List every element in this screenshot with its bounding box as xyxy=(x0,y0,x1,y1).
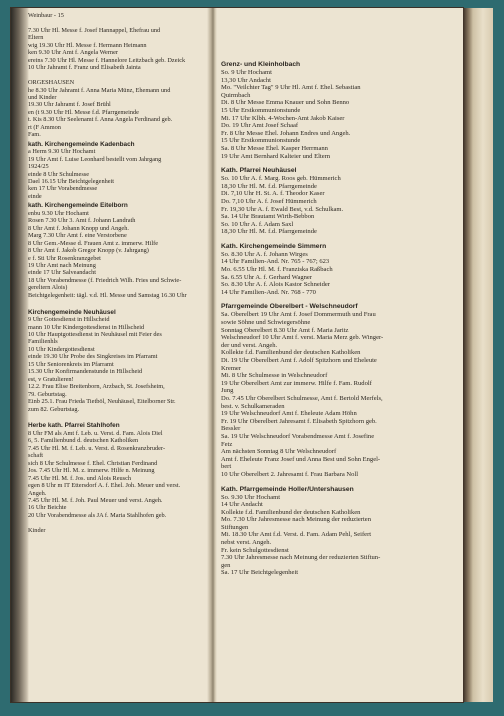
text-line: Fr. 8 Uhr Messe Ehel. Johann Endres und Angeh. xyxy=(221,129,351,137)
text-line: Do. 19 Uhr Amt Josef Schaaf xyxy=(221,122,299,130)
text-line: 7.30 Uhr Hl. Messe f. Josef Hannappel, Ehefrau und xyxy=(28,26,161,34)
text-line: Eltern xyxy=(28,34,44,42)
text-line: Kremer xyxy=(221,364,241,372)
text-line: Do. 7,10 Uhr A. f. Josef Hümmerich xyxy=(221,197,317,205)
text-line: wig 19.30 Uhr Hl. Messe f. Hermann Heimann xyxy=(28,41,147,49)
text-line: 15 Uhr Seniorenkreis im Pfarramt xyxy=(28,360,114,368)
section-heading: Grenz- und Kleinholbach xyxy=(221,61,301,68)
text-line: 7.45 Uhr Hl. M. f. Joh. Paul Meuer und verst. Angeh. xyxy=(28,497,163,504)
text-line: einde 8 Uhr Schulmesse xyxy=(28,170,90,178)
parish-section xyxy=(221,242,439,297)
text-line: 10 Uhr Kindergottesdienst xyxy=(28,345,95,353)
text-line: Fr. 19,30 Uhr A. f. Ewald Best, v.d. Schulkam. xyxy=(221,205,344,213)
text-line: ereins 7.30 Uhr Hl. Messe f. Hannelore Leitzbach geb. Dzeick xyxy=(28,56,186,64)
text-line: Di. 8 Uhr Messe Emma Knauer und Sohn Benno xyxy=(221,99,350,107)
text-line: So. 9.30 Uhr Hochamt xyxy=(221,493,281,501)
text-line: Welschneudorf 10 Uhr Amt f. verst. Maria Merz geb. Winger- xyxy=(221,334,384,342)
text-line: e f. Sti Uhr Rosenkranzgebet xyxy=(28,254,101,262)
text-line: Quirmbach xyxy=(221,91,251,99)
text-line: Mo. 7.30 Uhr Jahresmesse nach Meinung der reduzierten xyxy=(221,516,371,524)
section-heading: Kirchengemeinde Neuhäusel xyxy=(28,308,116,316)
text-line: ken 17 Uhr Vorabendmesse xyxy=(28,185,98,193)
text-line: 19.30 Uhr Jahramt f. Josef Brühl xyxy=(28,101,111,109)
parish-section xyxy=(221,60,439,160)
text-line: Fr. kein Schulgottesdienst xyxy=(221,546,289,554)
section-heading: Herbe kath. Pfarrei Stahlhofen xyxy=(28,422,120,430)
parish-section xyxy=(221,166,439,236)
text-line: Marg 7.30 Uhr Amt f. eine Verstorbene xyxy=(28,232,127,240)
text-line: 8 Uhr Amt f. Jakob Gregor Knopp (v. Jahrgang) xyxy=(28,247,149,255)
text-line: Familienhls xyxy=(28,338,58,346)
text-line: 7.45 Uhr Hl. M. f. Jos. und Alois Reusch xyxy=(28,474,132,482)
text-line: 19 Uhr Welschneudorf Amt f. Eheleute Adam Höhn xyxy=(221,410,357,418)
text-line: he 8.30 Uhr Jahramt f. Anna Maria Münz, Ehemann und xyxy=(28,86,171,94)
text-line: 19 Uhr Amt nach Meinung xyxy=(28,261,96,269)
text-line: Kollekte f.d. Familienbund der deutschen Katholiken xyxy=(221,508,361,516)
text-line: 15 Uhr Erstkommunionstunde xyxy=(221,106,301,114)
text-line: 9 Uhr Gottesdienst in Hillscheid xyxy=(28,316,110,324)
text-line: einde 19.30 Uhr Probe des Singkreises im Pfarramt xyxy=(28,353,158,361)
section-heading: Kath. Pfarrgemeinde Holler/Untershausen xyxy=(221,485,354,493)
text-line: Sa. 17 Uhr Beichtgelegenheit xyxy=(221,569,299,577)
text-line: Rosen 7.30 Uhr 3. Amt f. Johann Landrath xyxy=(28,217,136,225)
text-line: Mo. 6.55 Uhr Hl. M. f. Franziska Raßbach xyxy=(221,266,333,274)
text-line: 10 Uhr Hauptgottesdienst in Neuhäusel mit Feier des xyxy=(28,331,162,339)
book-gutter xyxy=(11,8,29,702)
text-line: 13,30 Uhr Andacht xyxy=(221,76,272,84)
text-line: Fr. 19 Uhr Oberelbert Jahresamt f. Elisabeth Spitzhorn geb. xyxy=(221,417,377,425)
text-line: Dael 16.15 Uhr Beichtgelegenheit xyxy=(28,177,115,185)
text-line: 14 Uhr Andacht xyxy=(221,501,263,509)
text-line: schaft xyxy=(28,452,44,460)
text-line: Beichtgelegenheit: tägl. v.d. Hl. Messe und Samstag 16.30 Uhr xyxy=(28,291,187,299)
text-line: Mi. 18.30 Uhr Amt f.d. Verst. d. Fam. Adam Pehl, Seifert xyxy=(221,531,372,539)
text-line: 14 Uhr Familien-And. Nr. 768 - 770 xyxy=(221,288,316,296)
parish-section xyxy=(221,302,439,478)
text-line: Mi. 17 Uhr Klbh. 4-Wochen-Amt Jakob Kaiser xyxy=(221,114,345,122)
text-line: 19 Uhr Amt f. Luise Leonhard bestellt vom Jahrgang xyxy=(28,155,162,163)
text-line: 10 Uhr Jahramt f. Franz und Elisabeth Jainta xyxy=(28,64,141,72)
left-column xyxy=(28,12,208,534)
text-line: egen 8 Uhr m IT Ettersdorf A. f. Ehel. Joh. Meuer und verst. xyxy=(28,482,181,490)
text-line: 19 Uhr Oberelbert Amt zur immerw. Hilfe f. Fam. Rudolf xyxy=(221,379,372,387)
text-line xyxy=(28,299,208,306)
text-line: Jung xyxy=(221,387,234,395)
right-column xyxy=(221,60,439,583)
text-line: So. 10 Uhr A. f. Adam Saxl xyxy=(221,220,294,228)
text-line: Fam. xyxy=(28,131,41,139)
section-heading: Kath. Kirchengemeinde Simmern xyxy=(221,242,327,250)
text-line: 15 Uhr Erstkommunionstunde xyxy=(221,137,301,145)
text-line: Do. 7.45 Uhr Oberelbert Schulmesse, Amt f. Bertold Merfels, xyxy=(221,394,383,402)
section-heading: Kath. Pfarrei Neuhäusel xyxy=(221,167,297,175)
text-line: 1924/25 xyxy=(28,163,49,171)
text-line: Angeh. xyxy=(28,489,47,497)
text-line: Mi. 8 Uhr Schulmesse in Welschneudorf xyxy=(221,372,328,380)
text-line xyxy=(28,19,208,26)
text-line: sowie Söhne und Schwiegersöhne xyxy=(221,319,311,327)
section-heading: kath. Kirchengemeinde Eitelborn xyxy=(28,202,128,210)
text-line: Jos. 7.45 Uhr Hl. M. z. immerw. Hilfe n. Meinung xyxy=(28,467,155,475)
text-line: zum 82. Geburtstag. xyxy=(28,405,80,413)
text-line: Mo. "Veilchter Tag" 9 Uhr Hl. Amt f. Ehel. Sebastian xyxy=(221,84,361,92)
text-line: Fetz xyxy=(221,440,233,448)
text-line: Kinder xyxy=(28,526,46,534)
text-line: der und verst. Angeh. xyxy=(221,341,278,349)
text-line: ORGESHAUSEN xyxy=(28,79,75,87)
text-line: 15.30 Uhr Konfirmandenstunde in Hillscheid xyxy=(28,368,143,376)
text-line: Amt f. Eheleute Franz Josef und Anna Best und Sohn Engel- xyxy=(221,455,381,463)
text-line: Sonntag Oberelbert 8.30 Uhr Amt f. Maria Jaritz xyxy=(221,326,349,334)
text-line: 79. Geburtstag. xyxy=(28,390,67,398)
text-line: en (t 9.30 Uhr Hl. Messe f.d. Pfarrgemeinde xyxy=(28,108,139,116)
text-line: 19 Uhr Amt Bernhard Kalteier und Eltern xyxy=(221,152,331,160)
text-line: Di. 7,10 Uhr H. St. A. f. Theodor Kaser xyxy=(221,190,325,198)
text-line: Sa. 8 Uhr Messe Ehel. Kasper Herrmann xyxy=(221,144,328,152)
text-line: 14 Uhr Familien-And. Nr. 765 - 767; 623 xyxy=(221,258,330,266)
text-line: Einb 25.1. Frau Frieda Tietböl, Neuhäusel, Eitelborner Str. xyxy=(28,398,176,406)
text-line: 20 Uhr Vorabendmesse als JA f. Maria Stahlhofen geb. xyxy=(28,511,167,519)
section-heading: kath. Kirchengemeinde Kadenbach xyxy=(28,140,135,148)
text-line: gereltern Alois) xyxy=(28,284,68,292)
text-line: 7.45 Uhr Hl. M. f. Leb. u. Verst. d. Rosenkranzbruder- xyxy=(28,444,166,452)
text-line: 8 Uhr FM als Amt f. Leb. u. Verst. d. Fam. Alois Diel xyxy=(28,429,163,437)
text-line: Sa. 6.55 Uhr A. f. Gerhard Wagner xyxy=(221,273,312,281)
text-line: rt (F Ammon xyxy=(28,123,61,131)
text-line: mann 10 Uhr Kindergottesdienst in Hillscheid xyxy=(28,323,145,331)
text-line: 7.30 Uhr Jahresmesse nach Meinung der reduzierten Stiftun- xyxy=(221,554,381,562)
text-line: Sa. 19 Uhr Welschneudorf Vorabendmesse Amt f. Josefine xyxy=(221,432,375,440)
text-line: 10 Uhr Oberelbert 2. Jahresamt f. Frau Barbara Noll xyxy=(221,470,359,478)
text-line: sich 8 Uhr Schulmesse f. Ehel. Christian Ferdinand xyxy=(28,459,158,467)
page-stack-edge xyxy=(463,8,493,702)
text-line: gen xyxy=(221,561,231,569)
text-line: 16 Uhr Beichte xyxy=(28,504,67,512)
text-line: enbu 9.30 Uhr Hochamt xyxy=(28,209,89,217)
text-line: a Herm 9.30 Uhr Hochamt xyxy=(28,148,96,156)
text-line: Weinbaur - 15 xyxy=(28,12,64,19)
text-line: Sa. 14 Uhr Brautamt Wirth-Bebbon xyxy=(221,213,315,221)
text-line: Di. 19 Uhr Oberelbert Amt f. Adolf Spitzhorn und Eheleute xyxy=(221,357,377,364)
text-line: 8 Uhr Amt f. Johann Knopp und Angeh. xyxy=(28,224,129,232)
parish-section xyxy=(221,485,439,578)
text-line: 18 Uhr Vorabendmesse (f. Friedrich Wilh. Fries und Schwie- xyxy=(28,276,182,284)
text-line: nebst verst. Angeh. xyxy=(221,539,272,547)
text-line: Stiftungen xyxy=(221,523,249,531)
text-line: So. 8.30 Uhr A. f. Alois Kastor Schneider xyxy=(221,281,330,289)
text-line: ken 9.30 Uhr Amt f. Angela Werner xyxy=(28,49,118,57)
text-line: So. 9 Uhr Hochamt xyxy=(221,69,272,76)
text-line: Sa. Oberelbert 19 Uhr Amt f. Josef Dommermuth und Frau xyxy=(221,311,376,319)
text-line: 8 Uhr Gem.-Messe d. Frauen Amt z. immerw. Hilfe xyxy=(28,239,159,247)
text-line: best. v. Schulkameraden xyxy=(221,402,285,410)
section-heading: Pfarrgemeinde Oberelbert - Welschneudorf xyxy=(221,303,358,311)
text-line: und Kinder xyxy=(28,93,57,101)
text-line: t. Kis 8.30 Uhr Seelenamt f. Anna Angela Ferdinand geb. xyxy=(28,116,173,124)
text-line xyxy=(28,519,208,526)
text-line: 18,30 Uhr Hl. M. f.d. Pfarrgemeinde xyxy=(221,228,317,236)
text-line: Kollekte f.d. Familienbund der deutschen Katholiken xyxy=(221,349,361,357)
text-line: est, v Gratulieren! xyxy=(28,375,74,383)
scanned-page xyxy=(11,8,463,702)
text-line: Bessler xyxy=(221,425,241,433)
text-line: 18,30 Uhr Hl. M. f.d. Pfarrgemeinde xyxy=(221,182,317,190)
text-line: einde 17 Uhr Salveandacht xyxy=(28,269,97,277)
text-line: So. 10 Uhr A. f. Marg. Roos geb. Hümmerich xyxy=(221,175,341,183)
column-fold-shadow xyxy=(207,8,217,702)
text-line xyxy=(28,72,208,79)
text-line: Am nächsten Sonntag 8 Uhr Welschneudorf xyxy=(221,448,337,456)
text-line: bert xyxy=(221,463,232,471)
text-line: einde xyxy=(28,192,42,200)
text-line: So. 8.30 Uhr A. f. Johann Wirges xyxy=(221,250,308,258)
text-line: 12.2. Frau Elise Breitenborn, Arzbach, St. Josefsheim, xyxy=(28,383,165,391)
text-line xyxy=(28,413,208,420)
text-line: 6, 5. Familienbund d. deutschen Katholiken xyxy=(28,437,139,445)
